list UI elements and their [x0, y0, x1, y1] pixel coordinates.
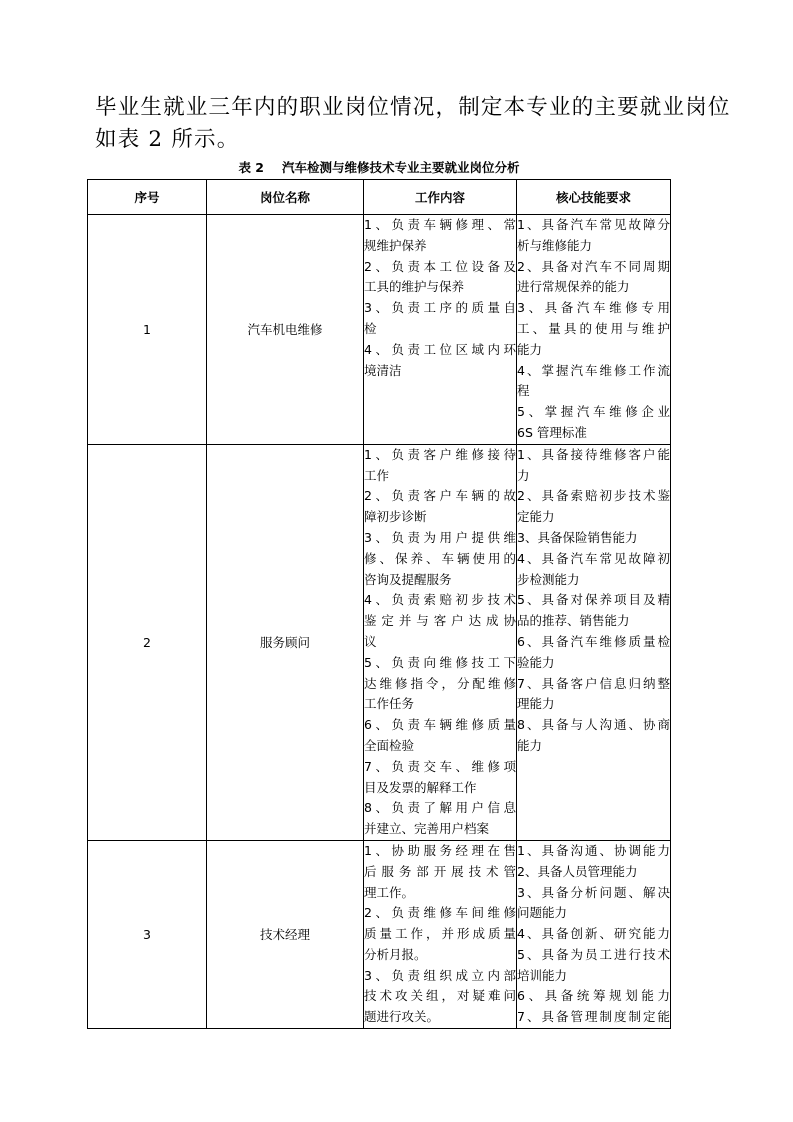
row-work-content	[364, 444, 517, 840]
skill-line: 3、具备保险销售能力	[517, 529, 638, 545]
header-no: 序号	[88, 180, 207, 215]
row-core-skills	[517, 840, 671, 1028]
skill-line: 6、具备汽车维修质量检	[517, 633, 670, 649]
work-line: 目及发票的解释工作	[364, 779, 477, 795]
row-number: 1	[88, 215, 207, 445]
work-line: 境清洁	[364, 362, 402, 378]
work-line: 工作任务	[364, 696, 415, 712]
work-line: 咨询及提醒服务	[364, 571, 452, 587]
work-line: 2、负责本工位设备及	[364, 258, 516, 274]
skill-line: 验能力	[517, 654, 555, 670]
intro-line-2: 如表 2 所示。	[95, 127, 240, 152]
row-position: 技术经理	[207, 840, 364, 1028]
work-line: 7、负责交车、维修项	[364, 758, 516, 774]
skill-line: 4、具备创新、研究能力	[517, 926, 670, 942]
header-core-skills: 核心技能要求	[517, 180, 671, 215]
work-line: 规维护保养	[364, 237, 427, 253]
skill-line: 进行常规保养的能力	[517, 279, 630, 295]
work-line: 1、负责车辆修理、常	[364, 217, 516, 232]
header-work-content: 工作内容	[364, 180, 517, 215]
row-number: 3	[88, 840, 207, 1028]
work-line: 6、负责车辆维修质量	[364, 717, 516, 733]
skill-line: 1、具备沟通、协调能力	[517, 842, 670, 858]
work-line: 3、负责组织成立内部	[364, 967, 516, 983]
work-line: 4、负责工位区域内环	[364, 341, 516, 357]
table-row	[88, 840, 671, 1028]
skill-line: 理能力	[517, 696, 555, 712]
table-caption-number: 表 2	[238, 160, 265, 175]
skill-line: 2、具备索赔初步技术鉴	[517, 488, 670, 504]
work-line: 3、负责工序的质量自	[364, 300, 516, 316]
skill-line: 6S 管理标准	[517, 424, 587, 440]
work-line: 检	[364, 320, 377, 336]
skill-line: 定能力	[517, 509, 555, 525]
skill-line: 6、具备统筹规划能力	[517, 988, 670, 1004]
work-line: 质量工作，并形成质量	[364, 926, 516, 942]
skill-line: 1、具备接待维修客户能	[517, 446, 670, 462]
skill-line: 品的推荐、销售能力	[517, 613, 630, 629]
intro-line-1: 毕业生就业三年内的职业岗位情况，制定本专业的主要就业岗位	[95, 95, 731, 120]
work-line: 障初步诊断	[364, 509, 427, 525]
row-number: 2	[88, 444, 207, 840]
work-line: 3、负责为用户提供维	[364, 529, 516, 545]
skill-line: 1、具备汽车常见故障分	[517, 217, 670, 232]
row-work-content	[364, 215, 517, 445]
work-line: 工作	[364, 467, 390, 483]
row-work-content	[364, 840, 517, 1028]
skill-line: 4、具备汽车常见故障初	[517, 550, 670, 566]
work-line: 2、负责维修车间维修	[364, 905, 516, 921]
skill-line: 问题能力	[517, 905, 568, 921]
work-line: 并建立、完善用户档案	[364, 821, 490, 837]
skill-line: 步检测能力	[517, 571, 580, 587]
work-line: 后服务部开展技术管	[364, 863, 516, 879]
table-caption-title: 汽车检测与维修技术专业主要就业岗位分析	[282, 160, 520, 175]
work-line: 技术攻关组，对疑难问	[364, 988, 516, 1004]
work-line: 鉴定并与客户达成协	[364, 613, 516, 629]
row-core-skills	[517, 215, 671, 445]
skill-line: 力	[517, 467, 530, 483]
row-position: 服务顾问	[207, 444, 364, 840]
skill-line: 5、具备对保养项目及精	[517, 592, 670, 608]
table-caption	[88, 158, 670, 178]
work-line: 工具的维护与保养	[364, 279, 465, 295]
work-line: 1、负责客户维修接待	[364, 446, 516, 462]
work-line: 题进行攻关。	[364, 1009, 440, 1025]
work-line: 1、协助服务经理在售	[364, 842, 516, 858]
work-line: 8、负责了解用户信息	[364, 800, 516, 816]
work-line: 全面检验	[364, 737, 415, 753]
skill-line: 能力	[517, 737, 543, 753]
table-header-row	[88, 180, 671, 215]
skill-line: 5、掌握汽车维修企业	[517, 404, 670, 420]
skill-line: 2、具备对汽车不同周期	[517, 258, 670, 274]
work-line: 5、负责向维修技工下	[364, 654, 516, 670]
table-row	[88, 444, 671, 840]
skill-line: 8、具备与人沟通、协商	[517, 717, 670, 733]
skill-line: 3、具备汽车维修专用	[517, 300, 670, 316]
skill-line: 工、量具的使用与维护	[517, 320, 670, 336]
skill-line: 7、具备管理制度制定能	[517, 1009, 670, 1025]
skill-line: 3、具备分析问题、解决	[517, 884, 670, 900]
header-position: 岗位名称	[207, 180, 364, 215]
skill-line: 能力	[517, 341, 543, 357]
intro-paragraph	[95, 92, 731, 156]
work-line: 理工作。	[364, 884, 415, 900]
work-line: 修、保养、车辆使用的	[364, 550, 516, 566]
work-line: 4、负责索赔初步技术	[364, 592, 516, 608]
skill-line: 5、具备为员工进行技术	[517, 946, 670, 962]
work-line: 2、负责客户车辆的故	[364, 488, 516, 504]
skill-line: 4、掌握汽车维修工作流	[517, 362, 670, 378]
work-line: 分析月报。	[364, 946, 427, 962]
skill-line: 7、具备客户信息归纳整	[517, 675, 670, 691]
skill-line: 2、具备人员管理能力	[517, 863, 638, 879]
skill-line: 程	[517, 383, 530, 399]
work-line: 议	[364, 633, 377, 649]
job-position-table	[87, 179, 671, 1029]
row-core-skills	[517, 444, 671, 840]
work-line: 达维修指令，分配维修	[364, 675, 516, 691]
table-row	[88, 215, 671, 445]
row-position: 汽车机电维修	[207, 215, 364, 445]
skill-line: 析与维修能力	[517, 237, 593, 253]
skill-line: 培训能力	[517, 967, 568, 983]
